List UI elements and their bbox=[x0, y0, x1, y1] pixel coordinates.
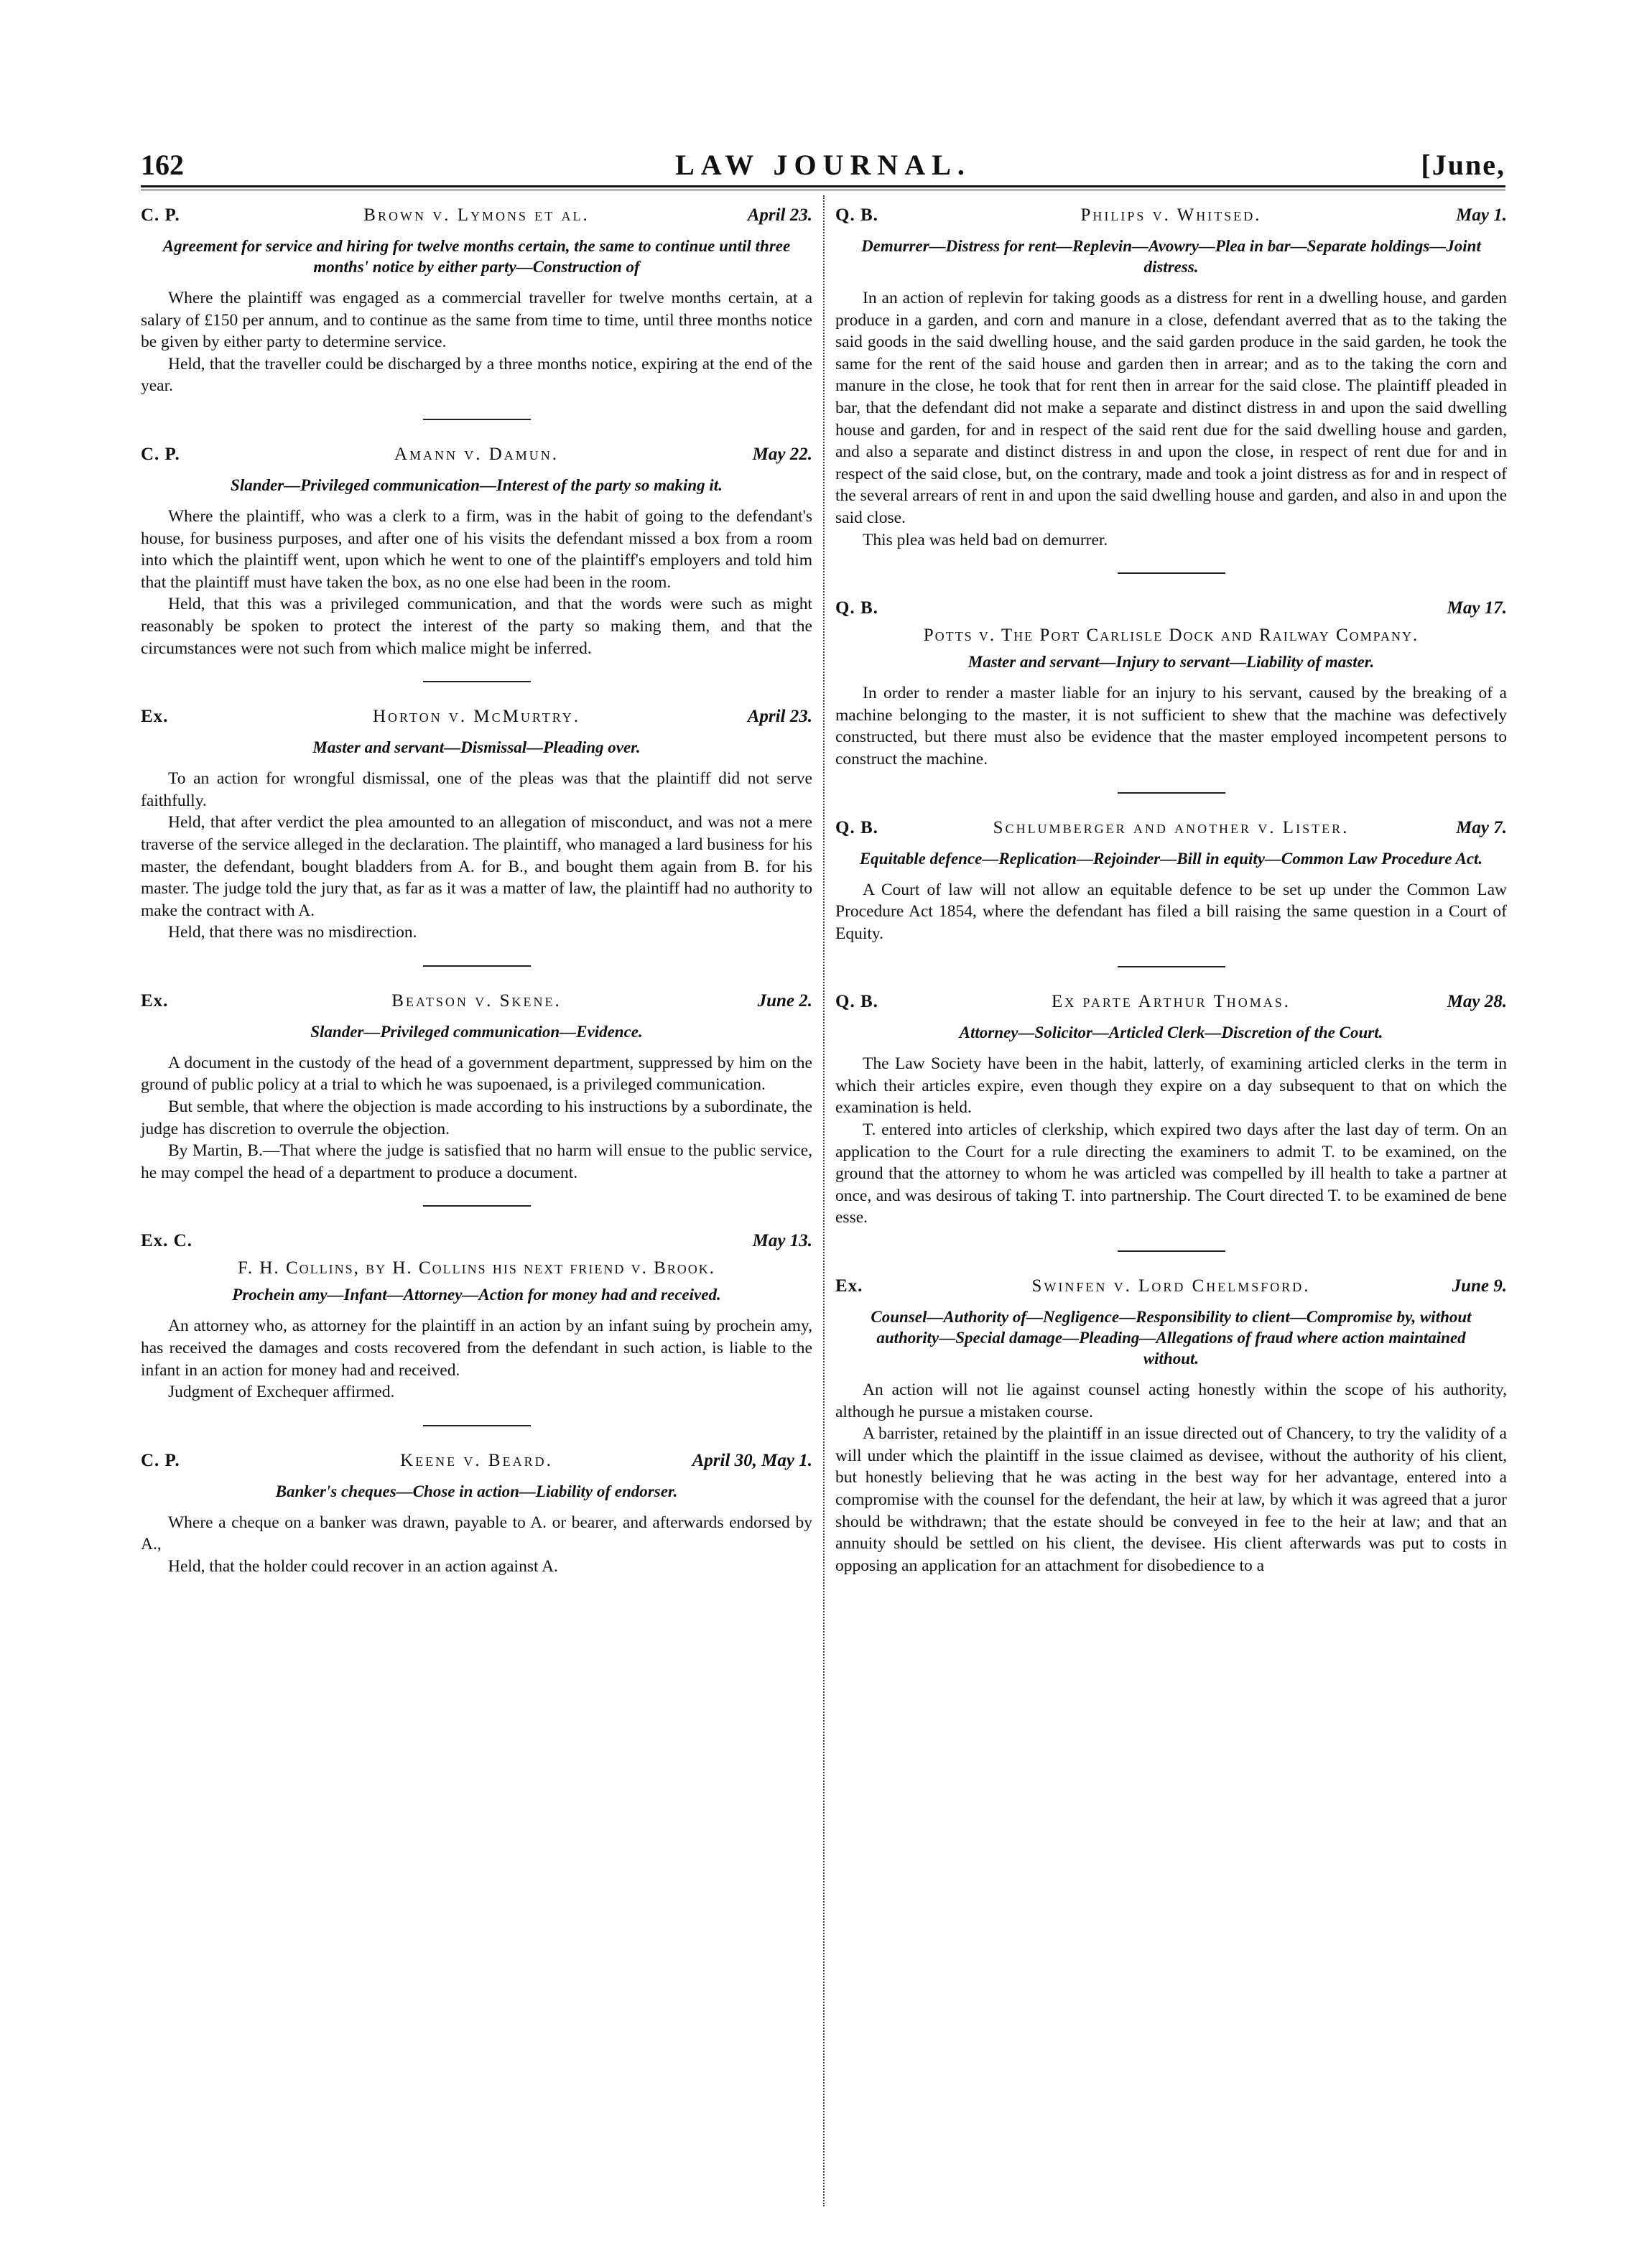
case-paragraph: A Court of law will not allow an equitable defence to be set up under the Common Law Procedure Act 1854, where the defendant has filed a bill raising the same question in a Court of Equity. bbox=[835, 880, 1507, 943]
case-parties: Ex parte Arthur Thomas. bbox=[1052, 992, 1291, 1012]
court-label: Q. B. bbox=[835, 205, 878, 225]
case-date: May 17. bbox=[1447, 598, 1507, 618]
section-divider bbox=[423, 1205, 531, 1207]
case-paragraph: Judgment of Exchequer affirmed. bbox=[168, 1383, 395, 1402]
case-date: June 9. bbox=[1452, 1276, 1507, 1296]
case-headnote: Agreement for service and hiring for twelve months certain, the same to continue until three months' notice by either party—Construction of bbox=[162, 237, 791, 276]
case-paragraph: Where a cheque on a banker was drawn, payable to A. or bearer, and afterwards endorsed by A., bbox=[141, 1513, 812, 1554]
section-divider bbox=[423, 681, 531, 682]
case-paragraph: The Law Society have been in the habit, latterly, of examining articled clerks in the term in which their articles expire, even though they expire on a day subsequent to that on which the examination is held. bbox=[835, 1054, 1507, 1118]
case-headnote: Attorney—Solicitor—Articled Clerk—Discretion of the Court. bbox=[959, 1023, 1383, 1042]
case-parties: Horton v. McMurtry. bbox=[372, 707, 581, 727]
case-report bbox=[141, 681, 812, 944]
case-paragraph: To an action for wrongful dismissal, one of the pleas was that the plaintiff did not serve faithfully. bbox=[141, 769, 812, 810]
case-parties: Potts v. The Port Carlisle Dock and Railway Company. bbox=[923, 626, 1419, 646]
section-divider bbox=[1118, 572, 1225, 574]
case-date: May 28. bbox=[1447, 992, 1507, 1012]
case-paragraph: In order to render a master liable for an injury to his servant, caused by the breaking of a machine belonging to the master, it is not sufficient to shew that the machine was defectively constructed, but there must also be evidence that the master employed incompetent persons to construct the machine. bbox=[835, 684, 1507, 769]
case-date: May 22. bbox=[752, 444, 812, 464]
court-label: Q. B. bbox=[835, 992, 878, 1012]
case-headnote: Banker's cheques—Chose in action—Liability of endorser. bbox=[275, 1482, 678, 1500]
case-report bbox=[141, 205, 812, 397]
court-label: Q. B. bbox=[835, 598, 878, 618]
case-paragraph: An action will not lie against counsel acting honestly within the scope of his authority, although he pursue a mistaken course. bbox=[835, 1380, 1507, 1421]
case-headnote: Master and servant—Injury to servant—Liability of master. bbox=[967, 653, 1375, 672]
case-heading bbox=[141, 1231, 812, 1255]
case-paragraph: Held, that there was no misdirection. bbox=[168, 923, 417, 942]
court-label: Ex. C. bbox=[141, 1231, 192, 1251]
case-paragraph: An attorney who, as attorney for the plaintiff in an action by an infant suing by prochein amy, has received the damages and costs recovered from the defendant in such action, is liable to the infant in an action for money had and received. bbox=[141, 1317, 812, 1380]
column-divider bbox=[823, 195, 825, 2206]
case-headnote: Demurrer—Distress for rent—Replevin—Avowry—Plea in bar—Separate holdings—Joint distress. bbox=[861, 237, 1481, 276]
case-paragraph: In an action of replevin for taking goods as a distress for rent in a dwelling house, and garden produce in a garden, and corn and manure in a close, defendant averred that as to the taking the said goods in the said dwelling house, and the said garden produce in the said garden, he took the same for the rent of the said house and garden then in arrear; and as to the taking the corn and manure in the close, he took that for rent then in arrear for the said close. The plaintiff pleaded in bar, that the defendant did not make a separate and distinct distress in and upon the said dwelling house and garden, for and in respect of the said rent due for the said dwelling house and garden, and also a separate and distinct distress in and upon the close, in respect of rent due for and in respect of the said close, but, on the contrary, made and took a joint distress as for and in respect of the several arrears of rent in and upon the said dwelling house and garden, and also in and upon the said close. bbox=[835, 289, 1507, 527]
case-date: April 23. bbox=[747, 205, 812, 225]
section-divider bbox=[423, 965, 531, 967]
header-rule bbox=[141, 185, 1505, 190]
case-date: May 13. bbox=[752, 1231, 812, 1251]
case-paragraph: T. entered into articles of clerkship, which expired two days after the last day of term. On an application to the Court for a rule directing the examiners to admit T. to be examined, on the ground that the attorney to whom he was articled was compelled by ill health to take a partner at once, and was desirous of taking T. into partnership. The Court directed T. to be examined de bene esse. bbox=[835, 1120, 1507, 1227]
court-label: Ex. bbox=[141, 707, 169, 727]
case-report bbox=[141, 1425, 812, 1578]
case-paragraph: Held, that this was a privileged communication, and that the words were such as might reasonably be spoken to protect the interest of the party so making them, and that the circumstances were not such from which malice might be inferred. bbox=[141, 595, 812, 658]
case-headnote: Master and servant—Dismissal—Pleading over. bbox=[312, 738, 641, 757]
case-headnote: Prochein amy—Infant—Attorney—Action for money had and received. bbox=[232, 1286, 721, 1304]
case-parties: Beatson v. Skene. bbox=[391, 990, 562, 1011]
section-divider bbox=[1118, 966, 1225, 967]
case-report bbox=[835, 1250, 1507, 1577]
court-label: Ex. bbox=[835, 1276, 863, 1296]
page-header bbox=[141, 148, 1505, 184]
case-paragraph: Where the plaintiff was engaged as a commercial traveller for twelve months certain, at a salary of £150 per annum, and to continue as the same from time to time, until three months notice be given by either party to determine service. bbox=[141, 289, 812, 352]
case-paragraph: A barrister, retained by the plaintiff in an issue directed out of Chancery, to try the validity of a will under which the plaintiff in the issue claimed as devisee, without the authority of his client, but honestly believing that he was acting in the best way for her advantage, entered into a compromise with the counsel for the defendant, the heir at law, by which it was agreed that a juror should be withdrawn; that the estate should be conveyed in fee to the heir at law; and that an annuity should be settled on his client, the devisee. His client afterwards was put to costs in opposing an application for an attachment for disobedience to a bbox=[835, 1424, 1507, 1575]
case-heading bbox=[141, 707, 812, 731]
case-parties: Amann v. Damun. bbox=[394, 444, 560, 464]
case-heading bbox=[835, 205, 1507, 230]
case-date: April 23. bbox=[747, 707, 812, 727]
case-report bbox=[835, 205, 1507, 551]
section-divider bbox=[423, 1425, 531, 1426]
case-paragraph: Where the plaintiff, who was a clerk to a firm, was in the habit of going to the defendant's house, for business purposes, and after one of his visits the defendant missed a box from a room into which the plaintiff went, upon which he went to one of the plaintiff's employers and told him that the plaintiff must have taken the box, as no one else had been in the room. bbox=[141, 506, 812, 592]
case-heading bbox=[835, 1276, 1507, 1301]
case-headnote: Slander—Privileged communication—Interest of the party so making it. bbox=[231, 475, 723, 494]
journal-title: LAW JOURNAL. bbox=[675, 149, 971, 181]
case-headnote: Counsel—Authority of—Negligence—Responsibility to client—Compromise by, without authority—Special damage—Pleading—Allegations of fraud where action maintained without. bbox=[871, 1308, 1472, 1368]
court-label: C. P. bbox=[141, 1450, 180, 1470]
case-paragraph: Held, that after verdict the plea amounted to an allegation of misconduct, and was not a mere traverse of the service alleged in the declaration. The plaintiff, who managed a lard business for his master, the defendant, bought bladders from A. for B., and bought them again from B. for his master. The judge told the jury that, as far as it was a matter of law, the plaintiff had no authority to make the contract with A. bbox=[141, 813, 812, 920]
case-date: June 2. bbox=[757, 990, 812, 1011]
case-heading bbox=[141, 445, 812, 469]
case-heading bbox=[141, 991, 812, 1016]
issue-month: [June, bbox=[1421, 149, 1505, 181]
right-column bbox=[835, 205, 1507, 1577]
case-paragraph: A document in the custody of the head of a government department, suppressed by him on the ground of public policy at a trial to which he was supoenaed, is a privileged communication. bbox=[141, 1053, 812, 1095]
case-date: May 7. bbox=[1456, 817, 1507, 837]
left-column bbox=[141, 205, 812, 1578]
case-parties: F. H. Collins, by H. Collins his next friend v. Brook. bbox=[237, 1258, 716, 1278]
case-report bbox=[141, 1205, 812, 1403]
case-date: May 1. bbox=[1456, 205, 1507, 225]
case-headnote: Slander—Privileged communication—Evidence. bbox=[310, 1022, 643, 1041]
section-divider bbox=[1118, 792, 1225, 794]
case-report bbox=[835, 792, 1507, 945]
case-parties: Swinfen v. Lord Chelmsford. bbox=[1031, 1276, 1311, 1296]
case-report bbox=[141, 419, 812, 659]
case-heading bbox=[141, 1451, 812, 1475]
case-paragraph: This plea was held bad on demurrer. bbox=[863, 530, 1108, 549]
case-heading bbox=[835, 818, 1507, 842]
court-label: Ex. bbox=[141, 990, 169, 1011]
case-report bbox=[835, 572, 1507, 770]
case-heading bbox=[141, 205, 812, 230]
section-divider bbox=[1118, 1250, 1225, 1252]
court-label: C. P. bbox=[141, 205, 180, 225]
court-label: C. P. bbox=[141, 444, 180, 464]
case-heading bbox=[835, 992, 1507, 1016]
court-label: Q. B. bbox=[835, 817, 878, 837]
case-parties: Philips v. Whitsed. bbox=[1080, 205, 1262, 225]
case-heading bbox=[835, 598, 1507, 623]
page-number: 162 bbox=[141, 149, 184, 181]
case-parties: Schlumberger and another v. Lister. bbox=[993, 817, 1350, 837]
case-paragraph: Held, that the holder could recover in an action against A. bbox=[168, 1557, 558, 1576]
case-paragraph: Held, that the traveller could be discharged by a three months notice, expiring at the end of the year. bbox=[141, 354, 812, 396]
case-report bbox=[835, 966, 1507, 1229]
case-date: April 30, May 1. bbox=[692, 1450, 812, 1470]
case-parties: Keene v. Beard. bbox=[400, 1450, 553, 1470]
case-paragraph: But semble, that where the objection is made according to his instructions by a subordinate, the judge has discretion to overrule the objection. bbox=[141, 1097, 812, 1138]
case-parties: Brown v. Lymons et al. bbox=[363, 205, 590, 225]
section-divider bbox=[423, 419, 531, 420]
case-headnote: Equitable defence—Replication—Rejoinder—Bill in equity—Common Law Procedure Act. bbox=[859, 849, 1483, 868]
case-report bbox=[141, 965, 812, 1184]
case-paragraph: By Martin, B.—That where the judge is satisfied that no harm will ensue to the public service, he may compel the head of a department to produce a document. bbox=[141, 1141, 812, 1182]
